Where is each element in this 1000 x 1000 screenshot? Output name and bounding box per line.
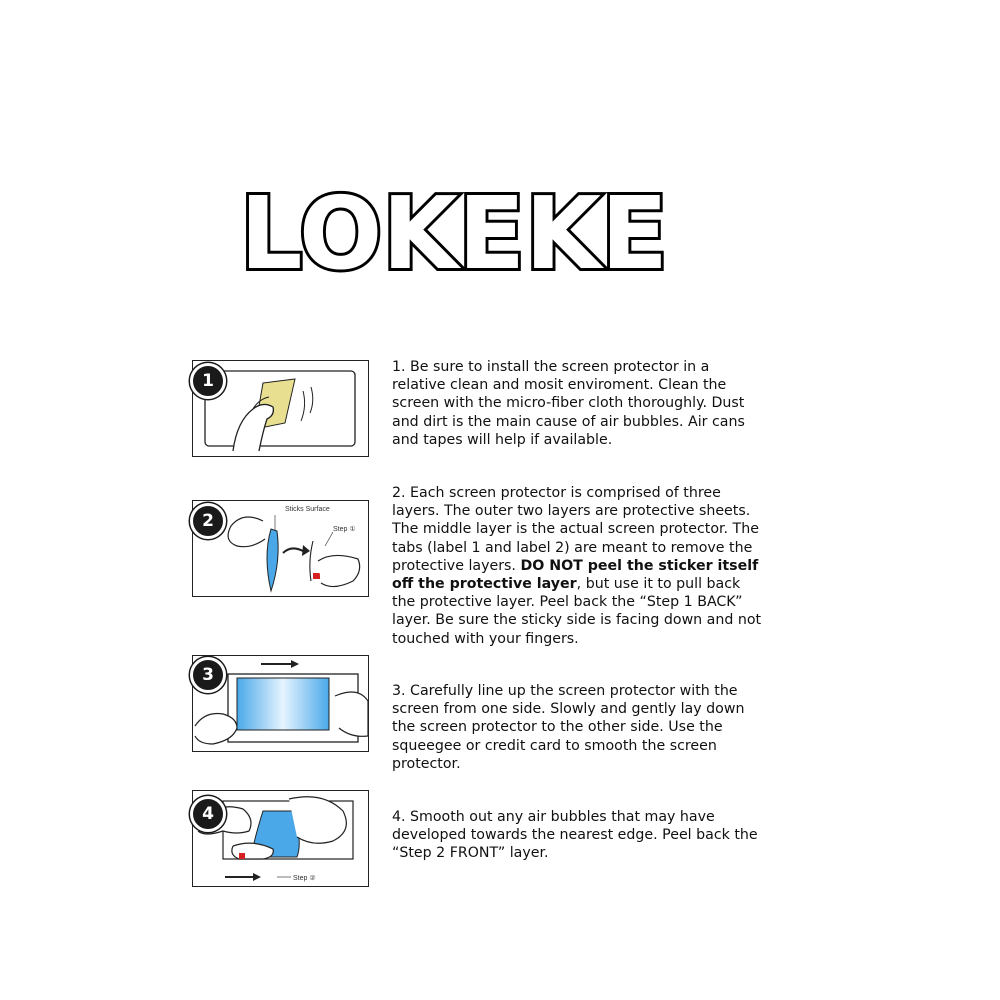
brand-logo [238, 180, 670, 280]
step-1-text: 1. Be sure to install the screen protector in a relative clean and mosit enviroment. Clean the screen with the micro-fiber cloth thoroughly. Dust and dirt is the main cause of air bubbles. Air cans and tapes will help if available. [392, 359, 745, 448]
step-3-text: 3. Carefully line up the screen protector with the screen from one side. Slowly and gently lay down the screen protector to the other side. Use the squeegee or credit card to smooth the screen protector. [392, 683, 745, 772]
step-2-text-end: , but use it to pull back the protective layer. Peel back the “Step 1 BACK” layer. Be sure the sticky side is facing down and not touched with your fingers. [392, 576, 762, 647]
figure-label-step1: Step ① [333, 526, 356, 533]
step-3-badge: 3 [190, 657, 226, 693]
step-2-warning: DO NOT peel the sticker itself off the protective layer [392, 557, 759, 593]
step-2-text [392, 484, 762, 648]
brand-logo-text: LOKEKE [240, 180, 668, 280]
step-2-badge: 2 [190, 503, 226, 539]
figure-label-surface: Sticks Surface [285, 506, 330, 513]
step-4-text: 4. Smooth out any air bubbles that may have developed towards the nearest edge. Peel back the “Step 2 FRONT” layer. [392, 809, 758, 862]
step-1-badge: 1 [190, 363, 226, 399]
step-2-text-start: 2. Each screen protector is comprised of three layers. The outer two layers are protective sheets. The middle layer is the actual screen protector. The tabs (label 1 and label 2) are meant to remove the protective layers. [392, 485, 759, 574]
step-4-badge: 4 [190, 796, 226, 832]
figure-label-step2: Step ② [293, 875, 316, 882]
